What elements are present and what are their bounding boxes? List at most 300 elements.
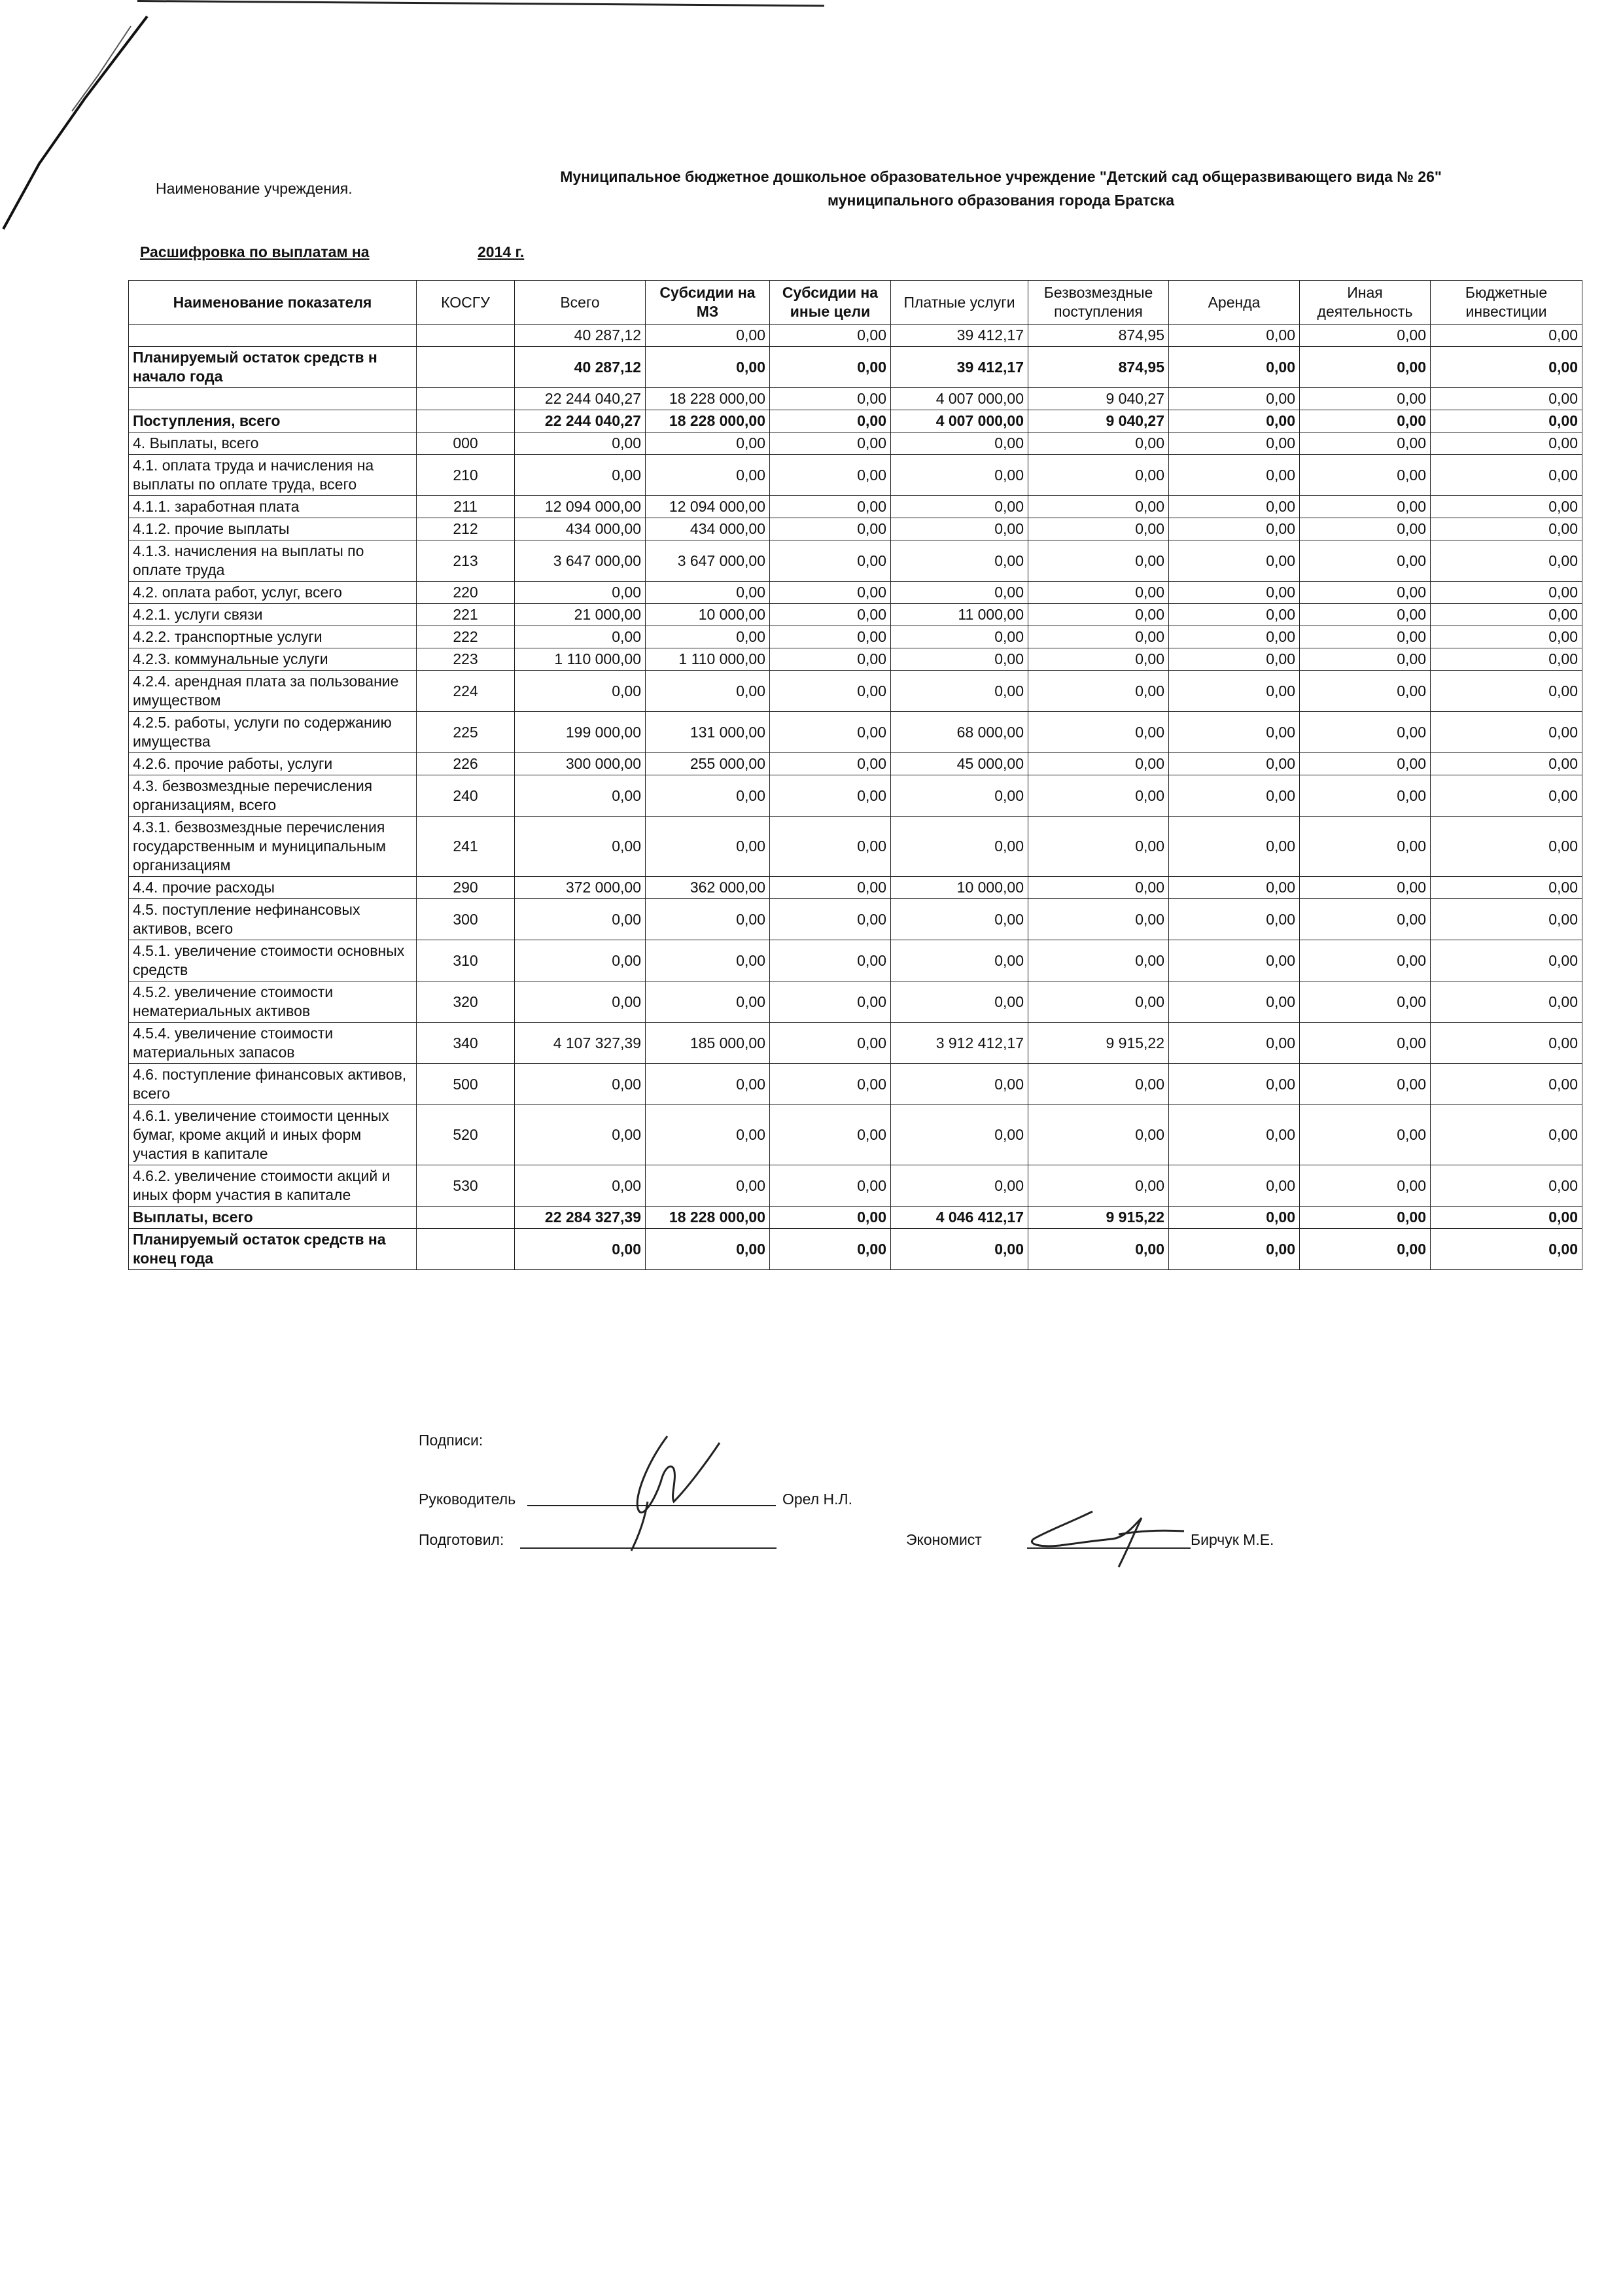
- cell-total: 22 244 040,27: [515, 388, 646, 410]
- cell-budget-investments: 0,00: [1431, 817, 1582, 877]
- row-name: 4.3. безвозмездные перечисления организациям, всего: [129, 775, 417, 817]
- cell-subsidy-other: 0,00: [770, 899, 891, 940]
- cell-total: 0,00: [515, 775, 646, 817]
- cell-rent: 0,00: [1169, 582, 1300, 604]
- cell-other-activity: 0,00: [1300, 455, 1431, 496]
- cell-subsidy-mz: 0,00: [646, 1229, 770, 1270]
- cell-total: 0,00: [515, 671, 646, 712]
- table-row: [129, 1165, 1582, 1207]
- cell-paid-services: 0,00: [891, 1229, 1028, 1270]
- col-header-subsidy-mz: Субсидии на МЗ: [646, 281, 770, 325]
- table-row: [129, 817, 1582, 877]
- cell-budget-investments: 0,00: [1431, 1023, 1582, 1064]
- row-name: Выплаты, всего: [129, 1207, 417, 1229]
- table-row: [129, 877, 1582, 899]
- cell-total: 40 287,12: [515, 347, 646, 388]
- row-name: 4.4. прочие расходы: [129, 877, 417, 899]
- col-header-other-activity: Иная деятельность: [1300, 281, 1431, 325]
- table-row: [129, 325, 1582, 347]
- cell-subsidy-other: 0,00: [770, 775, 891, 817]
- cell-gratuitous: 0,00: [1028, 540, 1169, 582]
- table-row: [129, 981, 1582, 1023]
- cell-paid-services: 68 000,00: [891, 712, 1028, 753]
- cell-budget-investments: 0,00: [1431, 753, 1582, 775]
- cell-total: 434 000,00: [515, 518, 646, 540]
- cell-subsidy-other: 0,00: [770, 1064, 891, 1105]
- cell-subsidy-mz: 0,00: [646, 433, 770, 455]
- row-name: 4.2.6. прочие работы, услуги: [129, 753, 417, 775]
- cell-paid-services: 4 046 412,17: [891, 1207, 1028, 1229]
- cell-other-activity: 0,00: [1300, 540, 1431, 582]
- cell-subsidy-mz: 3 647 000,00: [646, 540, 770, 582]
- cell-other-activity: 0,00: [1300, 433, 1431, 455]
- cell-rent: 0,00: [1169, 775, 1300, 817]
- cell-gratuitous: 9 915,22: [1028, 1023, 1169, 1064]
- cell-other-activity: 0,00: [1300, 899, 1431, 940]
- cell-budget-investments: 0,00: [1431, 433, 1582, 455]
- cell-subsidy-mz: 18 228 000,00: [646, 388, 770, 410]
- cell-subsidy-other: 0,00: [770, 604, 891, 626]
- row-kosgu: 212: [417, 518, 515, 540]
- cell-other-activity: 0,00: [1300, 518, 1431, 540]
- cell-other-activity: 0,00: [1300, 648, 1431, 671]
- row-kosgu: 241: [417, 817, 515, 877]
- row-kosgu: 290: [417, 877, 515, 899]
- cell-gratuitous: 0,00: [1028, 496, 1169, 518]
- table-row: [129, 347, 1582, 388]
- row-kosgu: 530: [417, 1165, 515, 1207]
- cell-total: 0,00: [515, 981, 646, 1023]
- row-name: 4.5.1. увеличение стоимости основных средств: [129, 940, 417, 981]
- cell-rent: 0,00: [1169, 1207, 1300, 1229]
- row-kosgu: 220: [417, 582, 515, 604]
- economist-label: Экономист: [906, 1531, 982, 1548]
- cell-budget-investments: 0,00: [1431, 1165, 1582, 1207]
- cell-total: 300 000,00: [515, 753, 646, 775]
- cell-paid-services: 0,00: [891, 817, 1028, 877]
- cell-rent: 0,00: [1169, 496, 1300, 518]
- table-row: [129, 753, 1582, 775]
- row-kosgu: 240: [417, 775, 515, 817]
- cell-budget-investments: 0,00: [1431, 347, 1582, 388]
- head-label: Руководитель: [419, 1491, 516, 1508]
- cell-rent: 0,00: [1169, 940, 1300, 981]
- cell-budget-investments: 0,00: [1431, 496, 1582, 518]
- cell-gratuitous: 9 040,27: [1028, 388, 1169, 410]
- cell-gratuitous: 0,00: [1028, 981, 1169, 1023]
- row-name: 4.6.2. увеличение стоимости акций и иных форм участия в капитале: [129, 1165, 417, 1207]
- cell-total: 22 244 040,27: [515, 410, 646, 433]
- cell-rent: 0,00: [1169, 433, 1300, 455]
- row-name: 4.2.1. услуги связи: [129, 604, 417, 626]
- cell-other-activity: 0,00: [1300, 347, 1431, 388]
- cell-budget-investments: 0,00: [1431, 518, 1582, 540]
- row-kosgu: 520: [417, 1105, 515, 1165]
- cell-total: 12 094 000,00: [515, 496, 646, 518]
- row-kosgu: [417, 388, 515, 410]
- row-kosgu: 000: [417, 433, 515, 455]
- cell-other-activity: 0,00: [1300, 1064, 1431, 1105]
- table-header-row: [129, 281, 1582, 325]
- cell-total: 199 000,00: [515, 712, 646, 753]
- row-kosgu: 222: [417, 626, 515, 648]
- cell-budget-investments: 0,00: [1431, 388, 1582, 410]
- cell-paid-services: 0,00: [891, 981, 1028, 1023]
- cell-subsidy-other: 0,00: [770, 1229, 891, 1270]
- scan-edge-line: [137, 0, 824, 7]
- row-name: 4.2. оплата работ, услуг, всего: [129, 582, 417, 604]
- cell-other-activity: 0,00: [1300, 1105, 1431, 1165]
- cell-paid-services: 0,00: [891, 1064, 1028, 1105]
- cell-total: 4 107 327,39: [515, 1023, 646, 1064]
- table-row: [129, 388, 1582, 410]
- cell-budget-investments: 0,00: [1431, 1229, 1582, 1270]
- cell-paid-services: 11 000,00: [891, 604, 1028, 626]
- cell-subsidy-mz: 0,00: [646, 455, 770, 496]
- cell-subsidy-other: 0,00: [770, 540, 891, 582]
- cell-rent: 0,00: [1169, 1229, 1300, 1270]
- report-year: 2014 г.: [478, 243, 525, 260]
- cell-other-activity: 0,00: [1300, 753, 1431, 775]
- cell-subsidy-other: 0,00: [770, 410, 891, 433]
- row-kosgu: 210: [417, 455, 515, 496]
- breakdown-label: Расшифровка по выплатам на: [140, 243, 370, 260]
- cell-total: 0,00: [515, 1165, 646, 1207]
- table-row: [129, 540, 1582, 582]
- table-row: [129, 626, 1582, 648]
- cell-total: 3 647 000,00: [515, 540, 646, 582]
- cell-gratuitous: 9 915,22: [1028, 1207, 1169, 1229]
- cell-paid-services: 0,00: [891, 940, 1028, 981]
- cell-other-activity: 0,00: [1300, 671, 1431, 712]
- cell-paid-services: 0,00: [891, 648, 1028, 671]
- cell-gratuitous: 0,00: [1028, 1229, 1169, 1270]
- cell-gratuitous: 0,00: [1028, 604, 1169, 626]
- cell-rent: 0,00: [1169, 712, 1300, 753]
- table-row: [129, 775, 1582, 817]
- table-row: [129, 496, 1582, 518]
- cell-subsidy-mz: 0,00: [646, 899, 770, 940]
- cell-subsidy-other: 0,00: [770, 1105, 891, 1165]
- cell-paid-services: 0,00: [891, 775, 1028, 817]
- scan-corner-fold: [0, 13, 150, 236]
- cell-total: 22 284 327,39: [515, 1207, 646, 1229]
- cell-subsidy-mz: 0,00: [646, 1165, 770, 1207]
- cell-paid-services: 3 912 412,17: [891, 1023, 1028, 1064]
- cell-subsidy-mz: 0,00: [646, 626, 770, 648]
- cell-total: 1 110 000,00: [515, 648, 646, 671]
- cell-subsidy-other: 0,00: [770, 325, 891, 347]
- cell-gratuitous: 0,00: [1028, 899, 1169, 940]
- cell-gratuitous: 0,00: [1028, 1165, 1169, 1207]
- cell-budget-investments: 0,00: [1431, 604, 1582, 626]
- row-name: Планируемый остаток средств н начало года: [129, 347, 417, 388]
- cell-rent: 0,00: [1169, 1165, 1300, 1207]
- cell-subsidy-mz: 255 000,00: [646, 753, 770, 775]
- cell-gratuitous: 0,00: [1028, 712, 1169, 753]
- cell-budget-investments: 0,00: [1431, 775, 1582, 817]
- table-row: [129, 455, 1582, 496]
- cell-budget-investments: 0,00: [1431, 981, 1582, 1023]
- payments-table: [128, 280, 1582, 1270]
- cell-subsidy-mz: 0,00: [646, 325, 770, 347]
- cell-budget-investments: 0,00: [1431, 1064, 1582, 1105]
- row-kosgu: 310: [417, 940, 515, 981]
- cell-gratuitous: 0,00: [1028, 433, 1169, 455]
- cell-paid-services: 4 007 000,00: [891, 388, 1028, 410]
- row-name: 4.6. поступление финансовых активов, всего: [129, 1064, 417, 1105]
- cell-other-activity: 0,00: [1300, 981, 1431, 1023]
- cell-rent: 0,00: [1169, 388, 1300, 410]
- table-row: [129, 518, 1582, 540]
- row-name: 4.2.3. коммунальные услуги: [129, 648, 417, 671]
- cell-total: 21 000,00: [515, 604, 646, 626]
- head-signature: [608, 1423, 739, 1554]
- cell-other-activity: 0,00: [1300, 940, 1431, 981]
- institution-name-line2: муниципального образования города Братска: [828, 192, 1174, 209]
- row-kosgu: 211: [417, 496, 515, 518]
- economist-name: Бирчук М.Е.: [1191, 1531, 1274, 1548]
- col-header-total: Всего: [515, 281, 646, 325]
- row-name: 4.5.2. увеличение стоимости нематериальных активов: [129, 981, 417, 1023]
- cell-subsidy-mz: 12 094 000,00: [646, 496, 770, 518]
- table-row: [129, 1207, 1582, 1229]
- cell-paid-services: 0,00: [891, 540, 1028, 582]
- cell-rent: 0,00: [1169, 540, 1300, 582]
- cell-total: 0,00: [515, 626, 646, 648]
- table-row: [129, 648, 1582, 671]
- table-row: [129, 1064, 1582, 1105]
- cell-total: 0,00: [515, 817, 646, 877]
- cell-other-activity: 0,00: [1300, 712, 1431, 753]
- cell-paid-services: 0,00: [891, 582, 1028, 604]
- cell-paid-services: 4 007 000,00: [891, 410, 1028, 433]
- cell-subsidy-other: 0,00: [770, 496, 891, 518]
- row-kosgu: [417, 410, 515, 433]
- cell-subsidy-other: 0,00: [770, 626, 891, 648]
- cell-total: 0,00: [515, 1064, 646, 1105]
- row-name: [129, 388, 417, 410]
- cell-budget-investments: 0,00: [1431, 648, 1582, 671]
- cell-paid-services: 0,00: [891, 671, 1028, 712]
- cell-subsidy-mz: 0,00: [646, 1064, 770, 1105]
- cell-subsidy-mz: 10 000,00: [646, 604, 770, 626]
- row-name: 4.2.4. арендная плата за пользование имуществом: [129, 671, 417, 712]
- cell-paid-services: 0,00: [891, 1165, 1028, 1207]
- cell-gratuitous: 874,95: [1028, 347, 1169, 388]
- cell-rent: 0,00: [1169, 1023, 1300, 1064]
- row-kosgu: 221: [417, 604, 515, 626]
- cell-subsidy-mz: 0,00: [646, 347, 770, 388]
- table-row: [129, 604, 1582, 626]
- row-name: 4.5.4. увеличение стоимости материальных запасов: [129, 1023, 417, 1064]
- cell-budget-investments: 0,00: [1431, 410, 1582, 433]
- cell-subsidy-mz: 0,00: [646, 671, 770, 712]
- row-name: 4.2.2. транспортные услуги: [129, 626, 417, 648]
- cell-subsidy-other: 0,00: [770, 753, 891, 775]
- col-header-paid-services: Платные услуги: [891, 281, 1028, 325]
- cell-subsidy-other: 0,00: [770, 981, 891, 1023]
- cell-total: 0,00: [515, 1105, 646, 1165]
- table-row: [129, 712, 1582, 753]
- prepared-label: Подготовил:: [419, 1531, 504, 1548]
- economist-signature: [1021, 1485, 1197, 1570]
- cell-subsidy-other: 0,00: [770, 455, 891, 496]
- table-row: [129, 940, 1582, 981]
- cell-total: 40 287,12: [515, 325, 646, 347]
- cell-gratuitous: 0,00: [1028, 582, 1169, 604]
- cell-subsidy-other: 0,00: [770, 582, 891, 604]
- cell-other-activity: 0,00: [1300, 1229, 1431, 1270]
- cell-subsidy-other: 0,00: [770, 1207, 891, 1229]
- row-name: 4.6.1. увеличение стоимости ценных бумаг, кроме акций и иных форм участия в капитале: [129, 1105, 417, 1165]
- cell-subsidy-other: 0,00: [770, 877, 891, 899]
- cell-subsidy-mz: 0,00: [646, 1105, 770, 1165]
- cell-subsidy-other: 0,00: [770, 1165, 891, 1207]
- row-name: 4.1.1. заработная плата: [129, 496, 417, 518]
- institution-name-line1: Муниципальное бюджетное дошкольное образовательное учреждение "Детский сад общеразвивающего вида № 26": [560, 168, 1442, 185]
- row-kosgu: 340: [417, 1023, 515, 1064]
- row-name: 4.5. поступление нефинансовых активов, всего: [129, 899, 417, 940]
- row-name: 4.1.2. прочие выплаты: [129, 518, 417, 540]
- col-header-rent: Аренда: [1169, 281, 1300, 325]
- cell-total: 0,00: [515, 1229, 646, 1270]
- cell-paid-services: 39 412,17: [891, 325, 1028, 347]
- cell-subsidy-other: 0,00: [770, 433, 891, 455]
- cell-total: 0,00: [515, 899, 646, 940]
- cell-budget-investments: 0,00: [1431, 1105, 1582, 1165]
- cell-gratuitous: 874,95: [1028, 325, 1169, 347]
- cell-subsidy-mz: 0,00: [646, 582, 770, 604]
- table-row: [129, 1023, 1582, 1064]
- cell-paid-services: 10 000,00: [891, 877, 1028, 899]
- cell-paid-services: 0,00: [891, 1105, 1028, 1165]
- row-name: Планируемый остаток средств на конец года: [129, 1229, 417, 1270]
- table-row: [129, 433, 1582, 455]
- cell-budget-investments: 0,00: [1431, 877, 1582, 899]
- cell-other-activity: 0,00: [1300, 626, 1431, 648]
- prepared-signature-line: [520, 1547, 777, 1549]
- cell-subsidy-mz: 0,00: [646, 775, 770, 817]
- col-header-budget-investments: Бюджетные инвестиции: [1431, 281, 1582, 325]
- col-header-name: Наименование показателя: [129, 281, 417, 325]
- row-kosgu: 224: [417, 671, 515, 712]
- cell-budget-investments: 0,00: [1431, 582, 1582, 604]
- cell-gratuitous: 0,00: [1028, 877, 1169, 899]
- cell-budget-investments: 0,00: [1431, 325, 1582, 347]
- cell-total: 372 000,00: [515, 877, 646, 899]
- cell-subsidy-mz: 185 000,00: [646, 1023, 770, 1064]
- cell-subsidy-mz: 131 000,00: [646, 712, 770, 753]
- row-kosgu: 500: [417, 1064, 515, 1105]
- cell-gratuitous: 0,00: [1028, 455, 1169, 496]
- cell-subsidy-other: 0,00: [770, 518, 891, 540]
- cell-gratuitous: 0,00: [1028, 1105, 1169, 1165]
- institution-name: [445, 165, 1557, 212]
- cell-paid-services: 0,00: [891, 626, 1028, 648]
- cell-rent: 0,00: [1169, 325, 1300, 347]
- cell-total: 0,00: [515, 433, 646, 455]
- cell-rent: 0,00: [1169, 877, 1300, 899]
- row-name: 4.3.1. безвозмездные перечисления государственным и муниципальным организациям: [129, 817, 417, 877]
- row-kosgu: 223: [417, 648, 515, 671]
- cell-paid-services: 0,00: [891, 433, 1028, 455]
- table-row: [129, 1105, 1582, 1165]
- col-header-gratuitous: Безвозмездные поступления: [1028, 281, 1169, 325]
- cell-total: 0,00: [515, 940, 646, 981]
- cell-budget-investments: 0,00: [1431, 1207, 1582, 1229]
- cell-subsidy-mz: 0,00: [646, 940, 770, 981]
- cell-rent: 0,00: [1169, 648, 1300, 671]
- cell-rent: 0,00: [1169, 347, 1300, 388]
- signatures-title: Подписи:: [419, 1432, 483, 1449]
- row-kosgu: [417, 325, 515, 347]
- cell-budget-investments: 0,00: [1431, 626, 1582, 648]
- cell-subsidy-mz: 0,00: [646, 817, 770, 877]
- cell-gratuitous: 0,00: [1028, 626, 1169, 648]
- cell-rent: 0,00: [1169, 981, 1300, 1023]
- cell-budget-investments: 0,00: [1431, 540, 1582, 582]
- row-kosgu: [417, 1229, 515, 1270]
- cell-other-activity: 0,00: [1300, 582, 1431, 604]
- col-header-subsidy-other: Субсидии на иные цели: [770, 281, 891, 325]
- row-kosgu: 320: [417, 981, 515, 1023]
- cell-subsidy-other: 0,00: [770, 817, 891, 877]
- cell-rent: 0,00: [1169, 1105, 1300, 1165]
- cell-other-activity: 0,00: [1300, 604, 1431, 626]
- cell-gratuitous: 0,00: [1028, 518, 1169, 540]
- cell-rent: 0,00: [1169, 753, 1300, 775]
- cell-paid-services: 0,00: [891, 518, 1028, 540]
- cell-paid-services: 0,00: [891, 455, 1028, 496]
- cell-other-activity: 0,00: [1300, 325, 1431, 347]
- cell-rent: 0,00: [1169, 626, 1300, 648]
- cell-paid-services: 39 412,17: [891, 347, 1028, 388]
- cell-other-activity: 0,00: [1300, 496, 1431, 518]
- cell-budget-investments: 0,00: [1431, 899, 1582, 940]
- cell-other-activity: 0,00: [1300, 388, 1431, 410]
- cell-gratuitous: 0,00: [1028, 940, 1169, 981]
- row-name: 4. Выплаты, всего: [129, 433, 417, 455]
- cell-gratuitous: 0,00: [1028, 648, 1169, 671]
- cell-other-activity: 0,00: [1300, 775, 1431, 817]
- cell-rent: 0,00: [1169, 604, 1300, 626]
- cell-paid-services: 0,00: [891, 496, 1028, 518]
- head-name: Орел Н.Л.: [782, 1491, 853, 1508]
- cell-subsidy-mz: 18 228 000,00: [646, 410, 770, 433]
- row-kosgu: [417, 1207, 515, 1229]
- cell-subsidy-other: 0,00: [770, 1023, 891, 1064]
- row-name: 4.1. оплата труда и начисления на выплаты по оплате труда, всего: [129, 455, 417, 496]
- cell-total: 0,00: [515, 455, 646, 496]
- cell-subsidy-mz: 0,00: [646, 981, 770, 1023]
- cell-budget-investments: 0,00: [1431, 940, 1582, 981]
- cell-subsidy-mz: 1 110 000,00: [646, 648, 770, 671]
- cell-subsidy-other: 0,00: [770, 712, 891, 753]
- row-kosgu: 213: [417, 540, 515, 582]
- cell-subsidy-mz: 434 000,00: [646, 518, 770, 540]
- table-row: [129, 671, 1582, 712]
- cell-total: 0,00: [515, 582, 646, 604]
- cell-other-activity: 0,00: [1300, 410, 1431, 433]
- cell-other-activity: 0,00: [1300, 1207, 1431, 1229]
- cell-gratuitous: 0,00: [1028, 775, 1169, 817]
- cell-subsidy-mz: 18 228 000,00: [646, 1207, 770, 1229]
- cell-other-activity: 0,00: [1300, 877, 1431, 899]
- cell-subsidy-other: 0,00: [770, 388, 891, 410]
- cell-budget-investments: 0,00: [1431, 671, 1582, 712]
- cell-other-activity: 0,00: [1300, 1165, 1431, 1207]
